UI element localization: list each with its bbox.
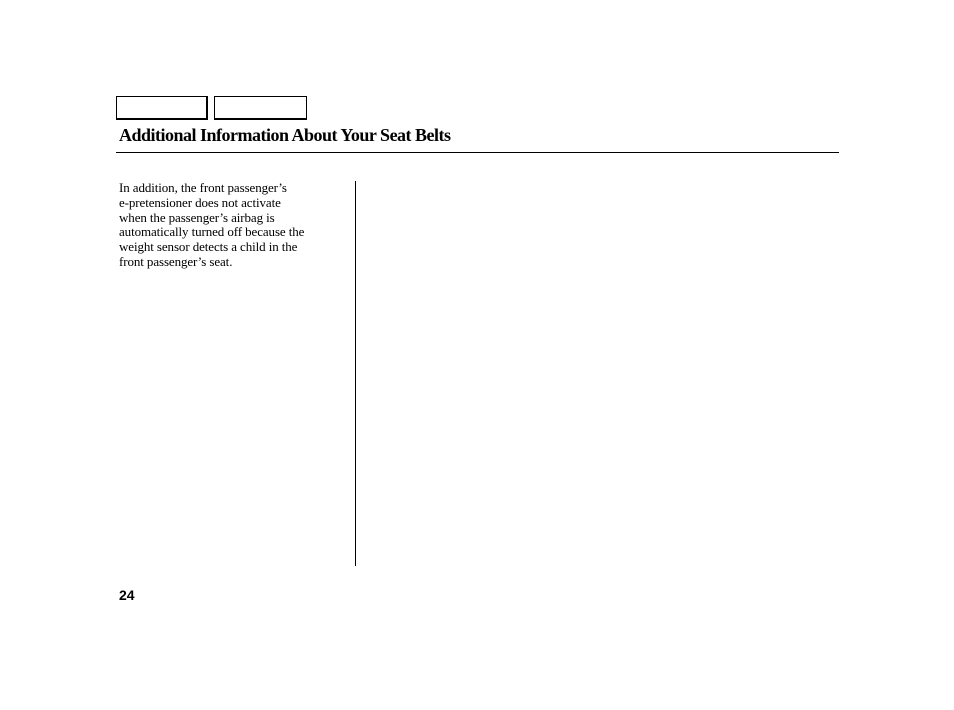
body-line: when the passenger’s airbag is <box>119 209 275 225</box>
next-section-button[interactable] <box>214 96 307 120</box>
body-paragraph <box>119 181 351 270</box>
body-line: weight sensor detects a child in the <box>119 239 298 255</box>
body-line: front passenger’s seat. <box>119 253 233 269</box>
page-number: 24 <box>119 587 135 603</box>
title-divider <box>116 152 839 153</box>
body-line: automatically turned off because the <box>119 224 305 240</box>
page-title: Additional Information About Your Seat Belts <box>119 125 451 145</box>
column-divider <box>355 181 356 566</box>
previous-section-button[interactable] <box>116 96 208 120</box>
body-line: e-pretensioner does not activate <box>119 194 281 210</box>
body-line: In addition, the front passenger’s <box>119 180 287 195</box>
